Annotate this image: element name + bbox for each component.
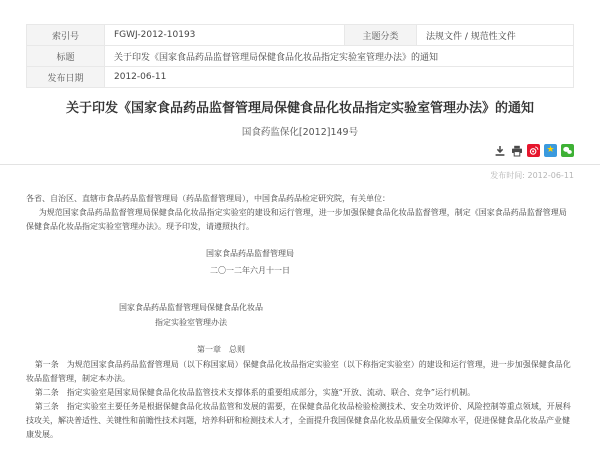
document-meta-table — [26, 24, 574, 88]
meta-label-title: 标题 — [27, 46, 105, 67]
print-icon[interactable] — [510, 144, 523, 157]
attachment-title-line1: 国家食品药品监督管理局保健食品化妆品 — [119, 303, 263, 312]
document-body — [26, 192, 574, 442]
header-divider — [0, 164, 600, 165]
print-icon-glyph — [511, 145, 523, 157]
attachment-title-line2: 指定实验室管理办法 — [155, 318, 227, 327]
doc-number: 国食药监保化[2012]149号 — [241, 127, 359, 138]
chapter-heading: 第一章 总则 — [197, 345, 245, 354]
wechat-icon-glyph — [562, 145, 573, 156]
table-row — [27, 67, 574, 88]
weibo-icon-glyph — [528, 145, 539, 156]
publish-time: 发布时间: 2012-06-11 — [490, 171, 574, 180]
article-3: 第三条 指定实验室主要任务是根据保健食品化妆品监管和发展的需要，在保健食品化妆品检验检测技术、安全功效评价、风险控制等重点领域，开展科技攻关，解决普适性、关键性和前瞻性技术问题，培养科研和检测技术人才，全面提升我国保健食品化妆品质量安全保障水平，促进保健食品化妆品产业健康发展。 — [26, 402, 571, 439]
meta-label-publish-date: 发布日期 — [27, 67, 105, 88]
page-title: 关于印发《国家食品药品监督管理局保健食品化妆品指定实验室管理办法》的通知 — [65, 101, 534, 116]
qzone-star-glyph: ★ — [546, 145, 555, 155]
meta-value-title: 关于印发《国家食品药品监督管理局保健食品化妆品指定实验室管理办法》的通知 — [105, 46, 574, 67]
toolbar — [26, 144, 574, 157]
meta-value-publish-date: 2012-06-11 — [105, 67, 574, 88]
share-weibo-icon[interactable] — [527, 144, 540, 157]
table-row — [27, 25, 574, 46]
share-wechat-icon[interactable] — [561, 144, 574, 157]
article-2: 第二条 指定实验室是国家局保健食品化妆品监管技术支撑体系的重要组成部分，实施“开放、流动、联合、竞争”运行机制。 — [34, 388, 476, 397]
meta-value-category: 法规文件 / 规范性文件 — [417, 25, 574, 46]
signature-date: 二〇一二年六月十一日 — [210, 266, 290, 275]
intro-paragraph: 为规范国家食品药品监督管理局保健食品化妆品指定实验室的建设和运行管理，进一步加强保健食品化妆品监督管理，制定《国家食品药品监督管理局保健食品化妆品指定实验室管理办法》。现予印发，请遵照执行。 — [26, 208, 567, 231]
download-icon[interactable] — [493, 144, 506, 157]
meta-label-category: 主题分类 — [345, 25, 417, 46]
signature-org: 国家食品药品监督管理局 — [206, 249, 294, 258]
meta-value-index-no: FGWJ-2012-10193 — [105, 25, 345, 46]
table-row — [27, 46, 574, 67]
salutation: 各省、自治区、直辖市食品药品监督管理局（药品监督管理局），中国食品药品检定研究院，有关单位： — [26, 194, 390, 203]
article-1: 第一条 为规范国家食品药品监督管理局（以下称国家局）保健食品化妆品指定实验室（以下称指定实验室）的建设和运行管理，进一步加强保健食品化妆品监督管理，制定本办法。 — [26, 360, 571, 383]
share-qzone-icon[interactable] — [544, 144, 557, 157]
download-icon-glyph — [494, 145, 506, 157]
meta-label-index-no: 索引号 — [27, 25, 105, 46]
